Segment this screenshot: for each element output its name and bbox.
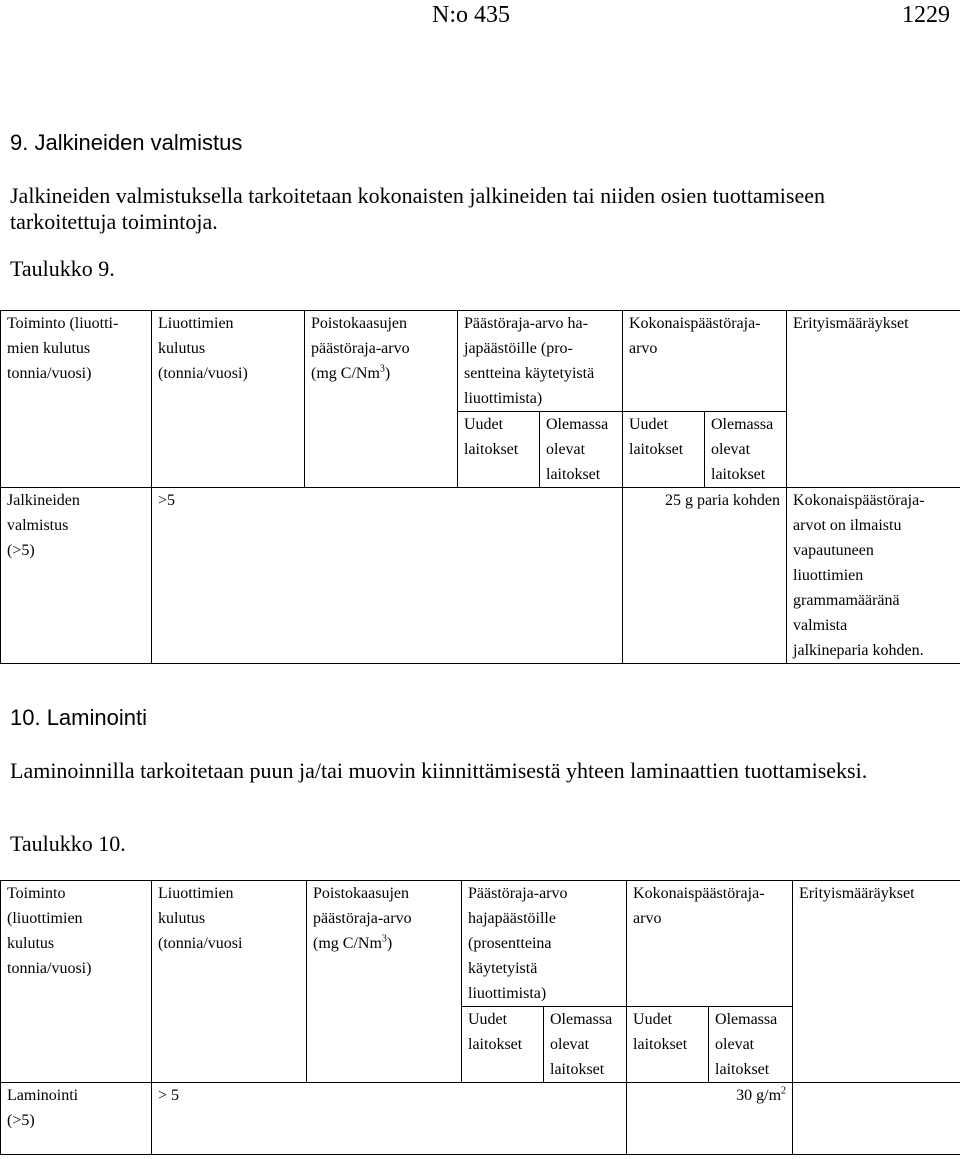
table-9-header-total: Kokonaispäästöraja- arvo [623, 311, 787, 412]
table-10 [0, 880, 960, 1155]
table-10-sub-existing-2: Olemassa olevat laitokset [709, 1007, 793, 1083]
table-9-sub-existing: Olemassa olevat laitokset [540, 412, 623, 488]
table-10-row-threshold: > 5 [152, 1083, 627, 1155]
table-10-sub-new-2: Uudet laitokset [627, 1007, 709, 1083]
table-9-row-total: 25 g paria kohden [623, 488, 787, 664]
table-10-header-special: Erityismääräykset [793, 881, 960, 1083]
page-series-number: N:o 435 [432, 2, 510, 28]
table-10-row-activity: Laminointi (>5) [1, 1083, 152, 1155]
table-10-sub-new: Uudet laitokset [462, 1007, 544, 1083]
table-9-sub-existing-2: Olemassa olevat laitokset [705, 412, 787, 488]
table-10-row-special [793, 1083, 960, 1155]
table-10-header-total: Kokonaispäästöraja- arvo [627, 881, 793, 1007]
table-9 [0, 310, 960, 664]
table-9-header-activity: Toiminto (liuotti- mien kulutus tonnia/vuosi) [1, 311, 152, 488]
table-9-sub-new: Uudet laitokset [458, 412, 540, 488]
table-9-row-special: Kokonaispäästöraja- arvot on ilmaistu vapautuneen liuottimien grammamääränä valmista jalkineparia kohden. [787, 488, 960, 664]
table-9-header-fugitive: Päästöraja-arvo ha- japäästöille (pro- sentteina käytetyistä liuottimista) [458, 311, 623, 412]
table-10-header-gas-limit: Poistokaasujen päästöraja-arvo (mg C/Nm$^3$) [307, 881, 462, 1083]
table-9-header-special: Erityismääräykset [787, 311, 960, 488]
table-10-row-total: 30 $g/m^2$ [627, 1083, 793, 1155]
table-10-sub-existing: Olemassa olevat laitokset [544, 1007, 627, 1083]
table-9-sub-new-2: Uudet laitokset [623, 412, 705, 488]
table-10-header-activity: Toiminto (liuottimien kulutus tonnia/vuosi) [1, 881, 152, 1083]
table-10-caption: Taulukko 10. [10, 831, 126, 856]
table-9-header-consumption: Liuottimien kulutus (tonnia/vuosi) [152, 311, 305, 488]
page-number: 1229 [902, 2, 950, 28]
section-9-heading: 9. Jalkineiden valmistus [10, 130, 243, 155]
table-9-row-activity: Jalkineiden valmistus (>5) [1, 488, 152, 664]
table-9-caption: Taulukko 9. [10, 256, 115, 281]
section-10-paragraph: Laminoinnilla tarkoitetaan puun ja/tai muovin kiinnittämisestä yhteen laminaattien tuottamiseksi. [10, 758, 868, 783]
table-10-header-consumption: Liuottimien kulutus (tonnia/vuosi [152, 881, 307, 1083]
section-10-heading: 10. Laminointi [10, 705, 147, 730]
table-9-row-threshold: >5 [152, 488, 623, 664]
table-9-header-gas-limit: Poistokaasujen päästöraja-arvo (mg C/Nm$^3$) [305, 311, 458, 488]
section-9-paragraph: Jalkineiden valmistuksella tarkoitetaan kokonaisten jalkineiden tai niiden osien tuottamiseen tarkoitettuja toimintoja. [10, 183, 826, 234]
table-10-header-fugitive: Päästöraja-arvo hajapäästöille (prosentteina käytetyistä liuottimista) [462, 881, 627, 1007]
